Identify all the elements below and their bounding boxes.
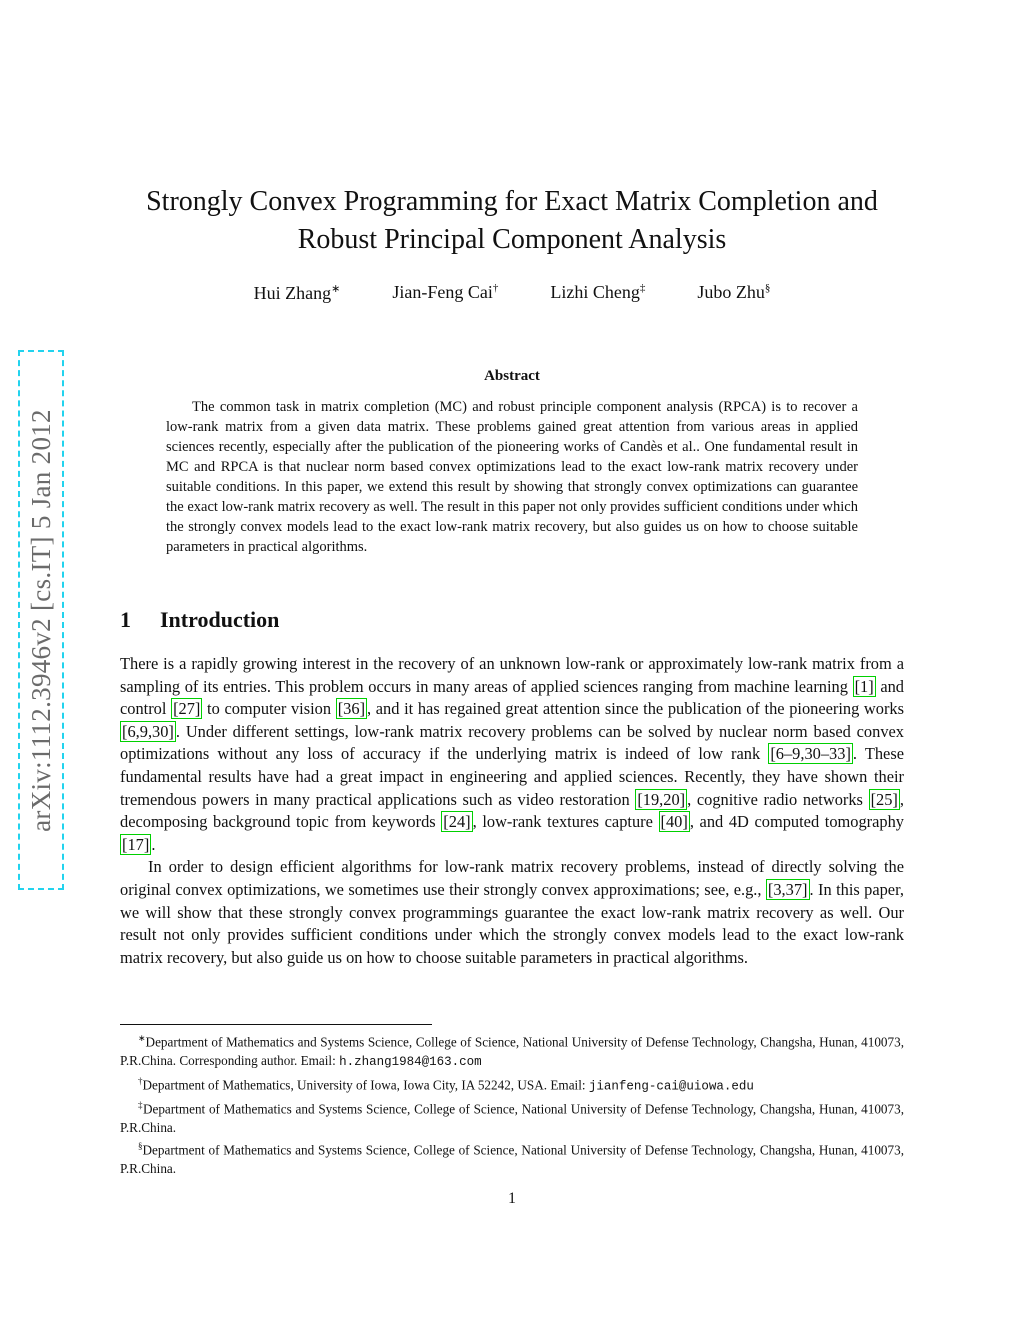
citation-link[interactable]: [24]	[443, 812, 471, 832]
footnote: †Department of Mathematics, University of Iowa, Iowa City, IA 52242, USA. Email: jianfeng-cai@uiowa.edu	[138, 1075, 754, 1093]
paragraph: In order to design efficient algorithms for low-rank matrix recovery problems, instead of directly solving the original convex optimizations, we sometimes use their strongly convex approximations; see, e.g., [3,37] . In this paper, we will show that these strongly convex programmings guarantee the exact low-rank matrix recovery as well. Our result not only provides sufficient conditions under which the strongly convex models lead to the exact low-rank matrix recovery, but also guide us on how to choose suitable parameters in practical algorithms.	[120, 857, 904, 967]
email-link[interactable]: h.zhang1984@163.com	[339, 1054, 482, 1069]
arxiv-stamp-text: arXiv:1112.3946v2 [cs.IT] 5 Jan 2012	[25, 408, 56, 832]
author: Jian-Feng Cai†	[392, 282, 499, 302]
arxiv-stamp[interactable]	[18, 350, 64, 890]
citation-link[interactable]: [3,37]	[767, 879, 808, 899]
author: Lizhi Cheng‡	[550, 282, 646, 302]
author-mark[interactable]: ∗	[331, 283, 341, 295]
citation-link[interactable]: [40]	[660, 812, 688, 832]
paragraph: There is a rapidly growing interest in the recovery of an unknown low-rank or approximately low-rank matrix from a sampling of its entries. This problem occurs in many areas of applied sciences ranging from machine learning [1] and control [27] to computer vision [36] , and it has regained great attention since the publication of the pioneering works [6,9,30] . Under different settings, low-rank matrix recovery problems can be solved by nuclear norm based convex optimizations without any loss of accuracy if the underlying matrix is indeed of low rank [6–9,30–33] . These fundamental results have had a great impact in engineering and applied sciences. Recently, they have shown their tremendous powers in many practical applications such as video restoration [19,20] , cognitive radio networks [25] , decomposing background topic from keywords [24] , low-rank textures capture [40] , and 4D computed tomography [17] .	[120, 654, 905, 854]
citation-link[interactable]: [25]	[870, 789, 898, 809]
citation-link[interactable]: [6–9,30–33]	[770, 744, 851, 764]
footnote: ‡Department of Mathematics and Systems Science, College of Science, National University of Defense Technology, Changsha, Hunan, 410073, P.R.China.	[120, 1099, 904, 1135]
author-mark[interactable]: †	[492, 282, 499, 294]
section-title: Introduction	[160, 607, 280, 632]
author-mark[interactable]: §	[764, 282, 771, 294]
intro-body	[120, 653, 904, 969]
footnote: ∗Department of Mathematics and Systems Science, College of Science, National University of Defense Technology, Changsha, Hunan, 410073, P.R.China. Corresponding author. Email: h.zhang1984@163.com	[120, 1033, 904, 1069]
citation-link[interactable]: [19,20]	[637, 789, 686, 809]
title-line-1: Strongly Convex Programming for Exact Matrix Completion and	[146, 186, 878, 217]
citation-link[interactable]: [1]	[854, 676, 874, 696]
author-list	[0, 282, 1024, 304]
abstract-heading: Abstract	[484, 368, 540, 384]
author-mark[interactable]: ‡	[639, 282, 646, 294]
citation-link[interactable]: [17]	[122, 834, 150, 854]
section-heading	[120, 607, 279, 633]
author: Jubo Zhu§	[697, 282, 771, 302]
section-number: 1	[120, 607, 131, 632]
footnote-rule	[120, 1024, 432, 1025]
citation-link[interactable]: [36]	[337, 699, 366, 719]
author: Hui Zhang∗	[253, 283, 341, 303]
citation-link[interactable]: [27]	[173, 699, 201, 719]
footnotes	[120, 1029, 904, 1179]
title-line-2: Robust Principal Component Analysis	[297, 224, 727, 255]
citation-link[interactable]: [6,9,30]	[122, 721, 174, 741]
email-link[interactable]: jianfeng-cai@uiowa.edu	[588, 1078, 754, 1093]
abstract-text: The common task in matrix completion (MC) and robust principle component analysis (RPCA) is to recover a low-rank matrix from a given data matrix. These problems gained great attention from various areas in applied sciences recently, especially after the publication of the pioneering works of Candès et al.. One fundamental result in MC and RPCA is that nuclear norm based convex optimizations lead to the exact low-rank matrix recovery under suitable conditions. In this paper, we extend this result by showing that strongly convex optimizations can guarantee the exact low-rank matrix recovery as well. The result in this paper not only provides sufficient conditions under which the strongly convex models lead to the exact low-rank matrix recovery, but also guides us on how to choose suitable parameters in practical algorithms.	[166, 399, 858, 555]
page-number: 1	[508, 1190, 516, 1207]
footnote: §Department of Mathematics and Systems Science, College of Science, National University of Defense Technology, Changsha, Hunan, 410073, P.R.China.	[120, 1141, 904, 1177]
paper-title	[0, 183, 1024, 259]
